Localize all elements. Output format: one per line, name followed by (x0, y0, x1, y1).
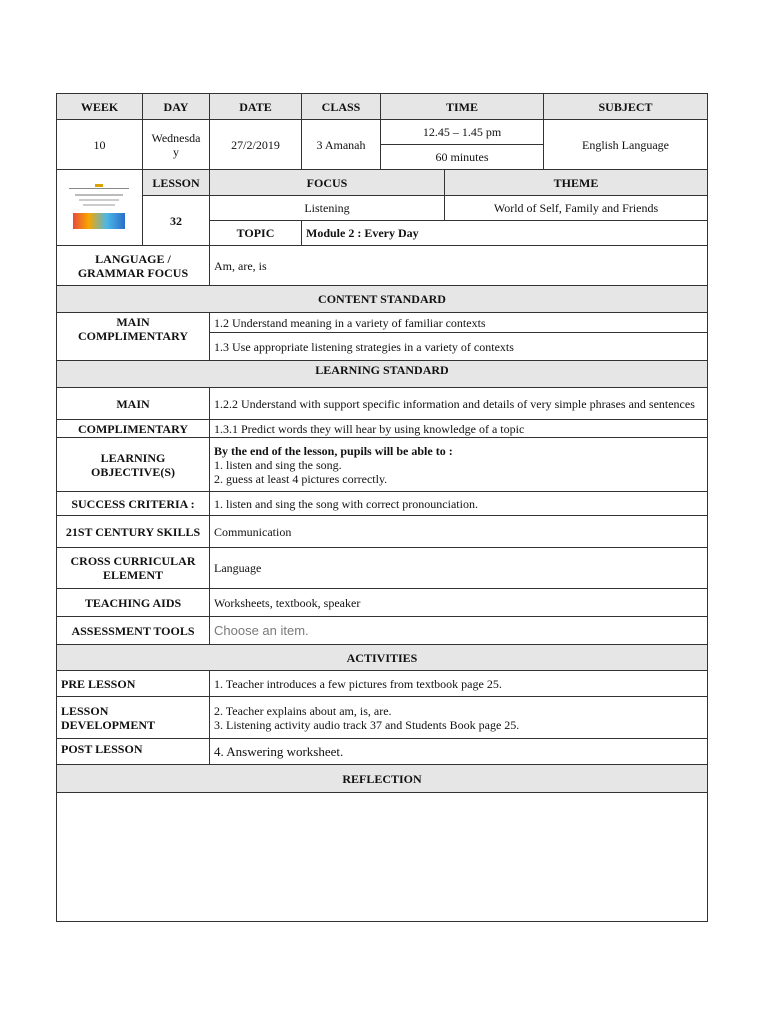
learning-standard-complimentary: 1.3.1 Predict words they will hear by using knowledge of a topic (210, 420, 708, 438)
success-criteria-label: SUCCESS CRITERIA : (57, 492, 210, 516)
language-focus-label: LANGUAGE / GRAMMAR FOCUS (57, 246, 210, 286)
duration-value: 60 minutes (381, 145, 544, 170)
learning-objectives-label: LEARNING OBJECTIVE(S) (57, 438, 210, 492)
class-header: CLASS (302, 94, 381, 120)
content-complimentary-label: COMPLIMENTARY (77, 329, 188, 343)
post-lesson-label: POST LESSON (57, 739, 210, 765)
topic-label: TOPIC (210, 221, 302, 246)
reflection-title: REFLECTION (57, 765, 708, 793)
date-value: 27/2/2019 (210, 120, 302, 170)
development-step-2: 2. Teacher explains about am, is, are. (214, 703, 392, 718)
theme-value: World of Self, Family and Friends (445, 196, 708, 221)
content-standard-title: CONTENT STANDARD (57, 286, 708, 313)
learning-main-label: MAIN (57, 388, 210, 420)
cross-curricular-label: CROSS CURRICULAR ELEMENT (57, 548, 210, 589)
lesson-number: 32 (143, 196, 210, 246)
content-standard-complimentary: 1.3 Use appropriate listening strategies in a variety of contexts (210, 333, 708, 361)
week-header: WEEK (57, 94, 143, 120)
pre-lesson-label: PRE LESSON (57, 671, 210, 697)
skills-label: 21ST CENTURY SKILLS (57, 516, 210, 548)
lesson-table (56, 169, 708, 246)
lesson-header: LESSON (143, 170, 210, 196)
assessment-tools-label: ASSESSMENT TOOLS (57, 617, 210, 645)
activities-title: ACTIVITIES (57, 645, 708, 671)
lesson-development-label: LESSON DEVELOPMENT (57, 697, 210, 739)
class-value: 3 Amanah (302, 120, 381, 170)
day-value (143, 120, 210, 170)
week-value: 10 (57, 120, 143, 170)
time-value: 12.45 – 1.45 pm (381, 120, 544, 145)
lesson-development-value (210, 697, 708, 739)
topic-value: Module 2 : Every Day (302, 221, 708, 246)
language-focus-value: Am, are, is (210, 246, 708, 286)
day-line-1: Wednesda (151, 130, 201, 145)
success-criteria-value: 1. listen and sing the song with correct pronounciation. (210, 492, 708, 516)
focus-header: FOCUS (210, 170, 445, 196)
learning-standard-main: 1.2.2 Understand with support specific information and details of very simple phrases and sentences (210, 388, 708, 420)
post-lesson-value: 4. Answering worksheet. (210, 739, 708, 765)
content-main-label: MAIN (116, 315, 150, 329)
cross-curricular-value: Language (210, 548, 708, 589)
assessment-tools-dropdown[interactable]: Choose an item. (210, 617, 708, 645)
school-logo (65, 180, 135, 236)
time-header: TIME (381, 94, 544, 120)
subject-header: SUBJECT (544, 94, 708, 120)
theme-header: THEME (445, 170, 708, 196)
learning-complimentary-label: COMPLIMENTARY (57, 420, 210, 438)
teaching-aids-value: Worksheets, textbook, speaker (210, 589, 708, 617)
subject-value: English Language (544, 120, 708, 170)
header-table (56, 93, 708, 170)
development-step-3: 3. Listening activity audio track 37 and Students Book page 25. (214, 717, 520, 732)
focus-value: Listening (210, 196, 445, 221)
school-logo-cell (57, 170, 143, 246)
content-standard-labels (57, 313, 210, 361)
learning-objectives-value (210, 438, 708, 492)
skills-value: Communication (210, 516, 708, 548)
lesson-plan-body (56, 245, 708, 922)
objective-1: 1. listen and sing the song. (214, 457, 342, 472)
objective-2: 2. guess at least 4 pictures correctly. (214, 471, 388, 486)
objectives-intro: By the end of the lesson, pupils will be able to : (214, 443, 453, 458)
day-header: DAY (143, 94, 210, 120)
teaching-aids-label: TEACHING AIDS (57, 589, 210, 617)
pre-lesson-value: 1. Teacher introduces a few pictures from textbook page 25. (210, 671, 708, 697)
reflection-box[interactable] (57, 793, 708, 922)
day-line-2: y (173, 144, 179, 159)
date-header: DATE (210, 94, 302, 120)
learning-standard-title: LEARNING STANDARD (57, 361, 708, 388)
content-standard-main: 1.2 Understand meaning in a variety of familiar contexts (210, 313, 708, 333)
